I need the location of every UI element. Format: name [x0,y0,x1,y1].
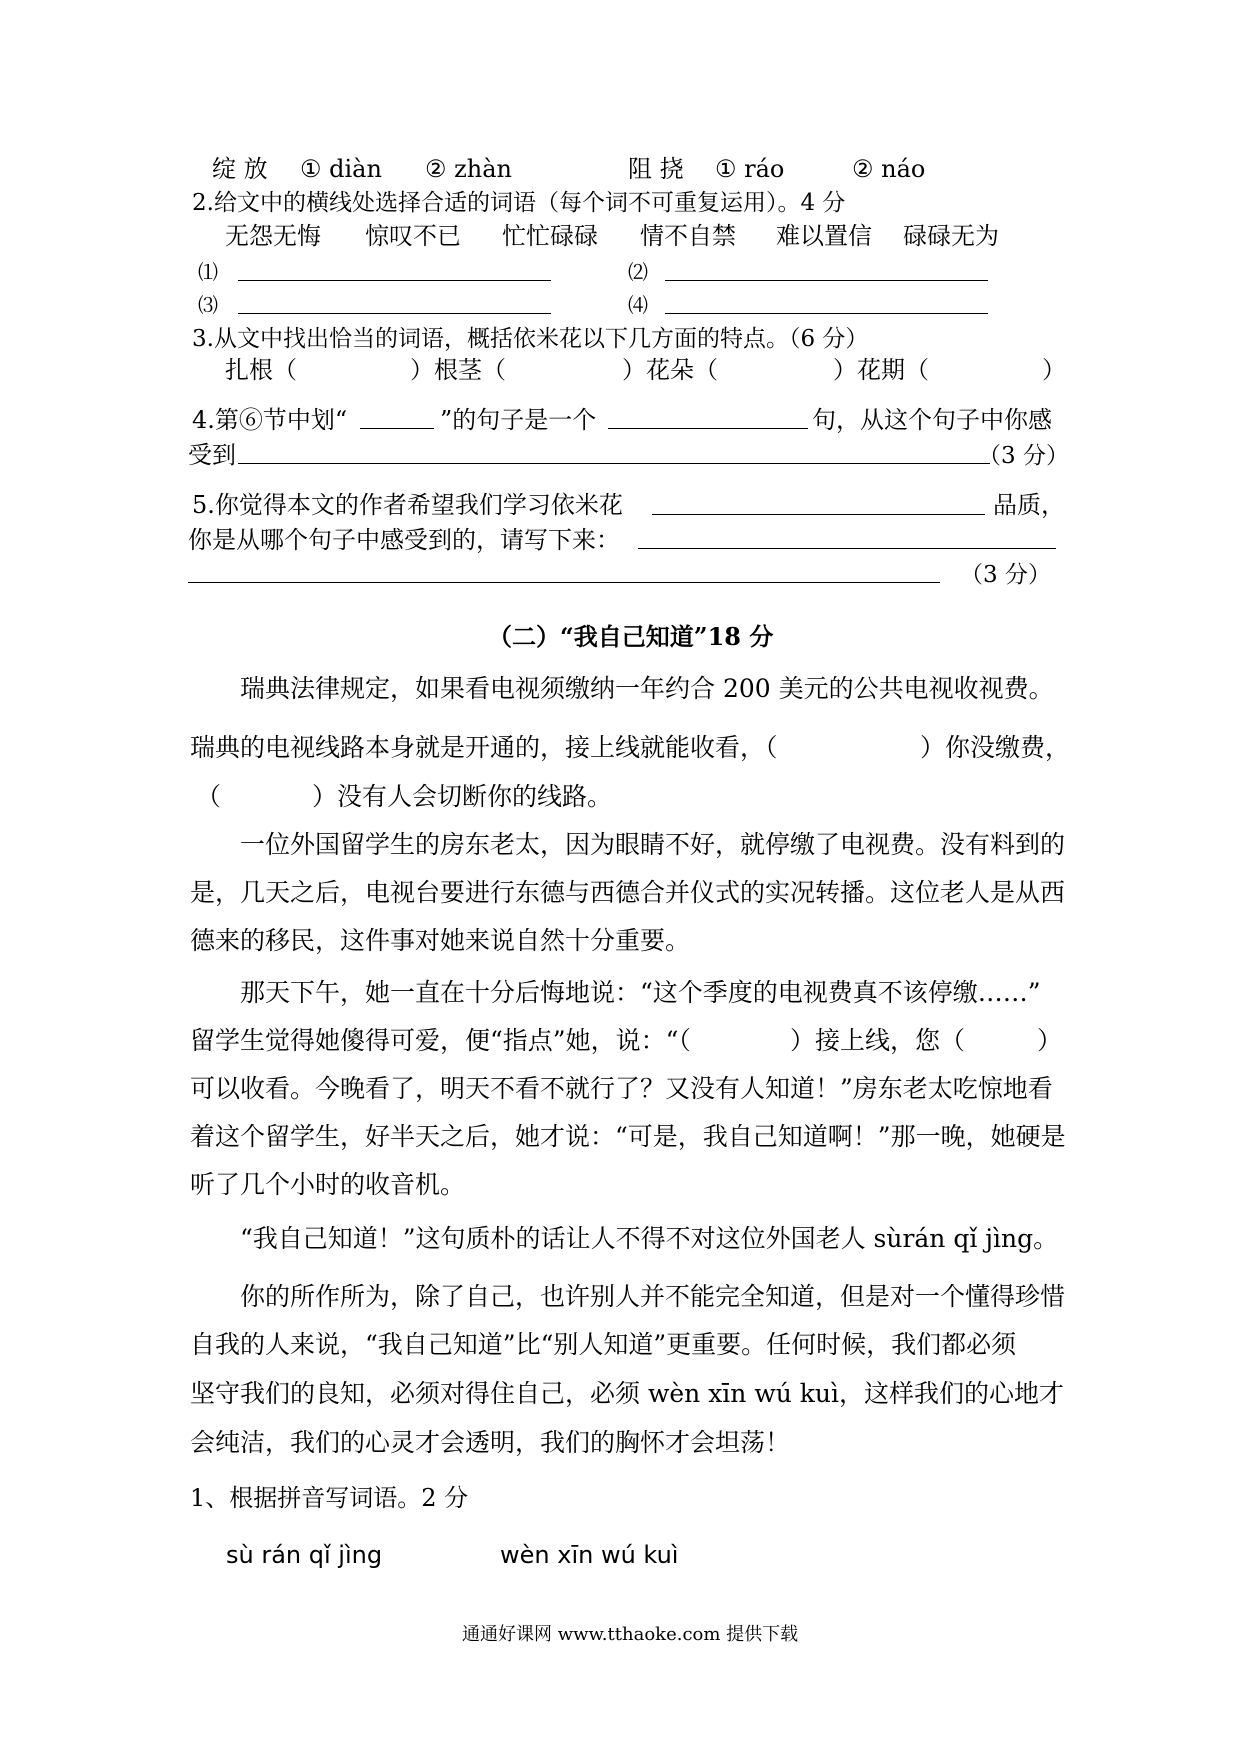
passage-line: ） [1037,1026,1063,1055]
q2-blank-3[interactable] [238,313,551,314]
q2-blank-label: ⑵ [628,260,648,284]
q1-word-2-option-1: ① ráo [715,155,785,183]
passage-line: 坚守我们的良知，必须对得住自己，必须 wèn xīn wú kuì，这样我们的心地才 [190,1379,1065,1408]
q2-blank-label: ⑶ [198,293,218,317]
passage-line: 你的所作所为，除了自己，也许别人并不能完全知道，但是对一个懂得珍惜 [240,1282,1066,1311]
q5-text: 品质， [993,491,1065,519]
footer-source: 通通好课网 www.tthaoke.com 提供下载 [462,1624,799,1645]
q4-blank-sentence-type[interactable] [608,428,808,429]
q3-item: ）花朵（ [622,356,718,384]
passage-line: 可以收看。今晚看了，明天不看不就行了？又没有人知道！”房东老太吃惊地看 [190,1074,1053,1103]
pinyin-item: sù rán qǐ jìng [226,1541,383,1569]
q2-option: 忙忙碌碌 [502,222,598,250]
passage-line: （ [196,782,222,811]
passage-line: 那天下午，她一直在十分后悔地说：“这个季度的电视费真不该停缴……” [240,978,1041,1007]
passage-line: “我自己知道！”这句质朴的话让人不得不对这位外国老人 sùrán qǐ jìng。 [240,1224,1059,1253]
q2-blank-2[interactable] [665,280,988,281]
passage-line: 会纯洁，我们的心灵才会透明，我们的胸怀才会坦荡！ [190,1428,791,1457]
q1-word-2: 阻 挠 [628,155,684,183]
q3-prompt: 3.从文中找出恰当的词语，概括依米花以下几方面的特点。（6 分） [192,326,869,352]
passage-line: 自我的人来说，“我自己知道”比“别人知道”更重要。任何时候，我们都必须 [190,1330,1017,1359]
q2-blank-label: ⑷ [628,293,648,317]
q2-option: 难以置信 [776,222,872,250]
passage-line: 着这个留学生，好半天之后，她才说：“可是，我自己知道啊！”那一晚，她硬是 [190,1122,1066,1151]
q4-text: 受到 [188,441,236,469]
section-title: （二）“我自己知道”18 分 [488,622,774,651]
section2-q1-prompt: 1、根据拼音写词语。2 分 [190,1484,469,1512]
q2-option: 无怨无悔 [225,222,321,250]
q4-underline-sample [360,428,434,429]
q4-blank-feeling[interactable] [238,463,990,464]
q2-option: 情不自禁 [640,222,736,250]
q2-blank-label: ⑴ [198,260,218,284]
q1-word-1-option-2: ② zhàn [425,155,513,183]
passage-line: ）接上线，您（ [790,1026,966,1055]
q3-item: 扎根（ [225,356,297,384]
q3-item: ）花期（ [833,356,929,384]
q2-blank-1[interactable] [238,280,551,281]
passage-line: 德来的移民，这件事对她来说自然十分重要。 [190,926,691,955]
q4-text: 4.第⑥节中划“ [192,406,348,434]
q5-blank-sentence-1[interactable] [638,548,1056,549]
q4-text: 句，从这个句子中你感 [812,406,1052,434]
q5-text: 5.你觉得本文的作者希望我们学习依米花 [192,491,623,519]
q3-item: ） [1042,356,1066,384]
passage-line: 是，几天之后，电视台要进行东德与西德合并仪式的实况转播。这位老人是从西 [190,878,1066,907]
passage-line: 瑞典的电视线路本身就是开通的，接上线就能收看，（ [190,733,778,762]
q5-score: （3 分） [960,562,1051,588]
passage-line: ）你没缴费， [920,733,1071,762]
q1-word-1: 绽 放 [212,155,268,183]
pinyin-item: wèn xīn wú kuì [500,1541,679,1569]
passage-line: 听了几个小时的收音机。 [190,1170,466,1199]
q1-word-1-option-1: ① diàn [300,155,382,183]
passage-line: 瑞典法律规定，如果看电视须缴纳一年约合 200 美元的公共电视收视费。 [240,674,1054,703]
q5-blank-quality[interactable] [652,514,985,515]
q3-item: ）根茎（ [410,356,506,384]
q4-text: ”的句子是一个 [440,406,597,434]
q1-word-2-option-2: ② náo [852,155,926,183]
q2-prompt: 2.给文中的横线处选择合适的词语（每个词不可重复运用）。4 分 [192,190,846,216]
q2-blank-4[interactable] [665,313,988,314]
passage-line: 留学生觉得她傻得可爱，便“指点”她，说：“（ [190,1026,691,1055]
q2-option: 碌碌无为 [903,222,999,250]
q2-option: 惊叹不已 [365,222,461,250]
q4-score: （3 分） [978,443,1069,469]
passage-line: 一位外国留学生的房东老太，因为眼睛不好，就停缴了电视费。没有料到的 [240,830,1066,859]
q5-text: 你是从哪个句子中感受到的，请写下来： [188,526,620,554]
q5-blank-sentence-2[interactable] [188,582,940,583]
passage-line: ）没有人会切断你的线路。 [312,782,613,811]
